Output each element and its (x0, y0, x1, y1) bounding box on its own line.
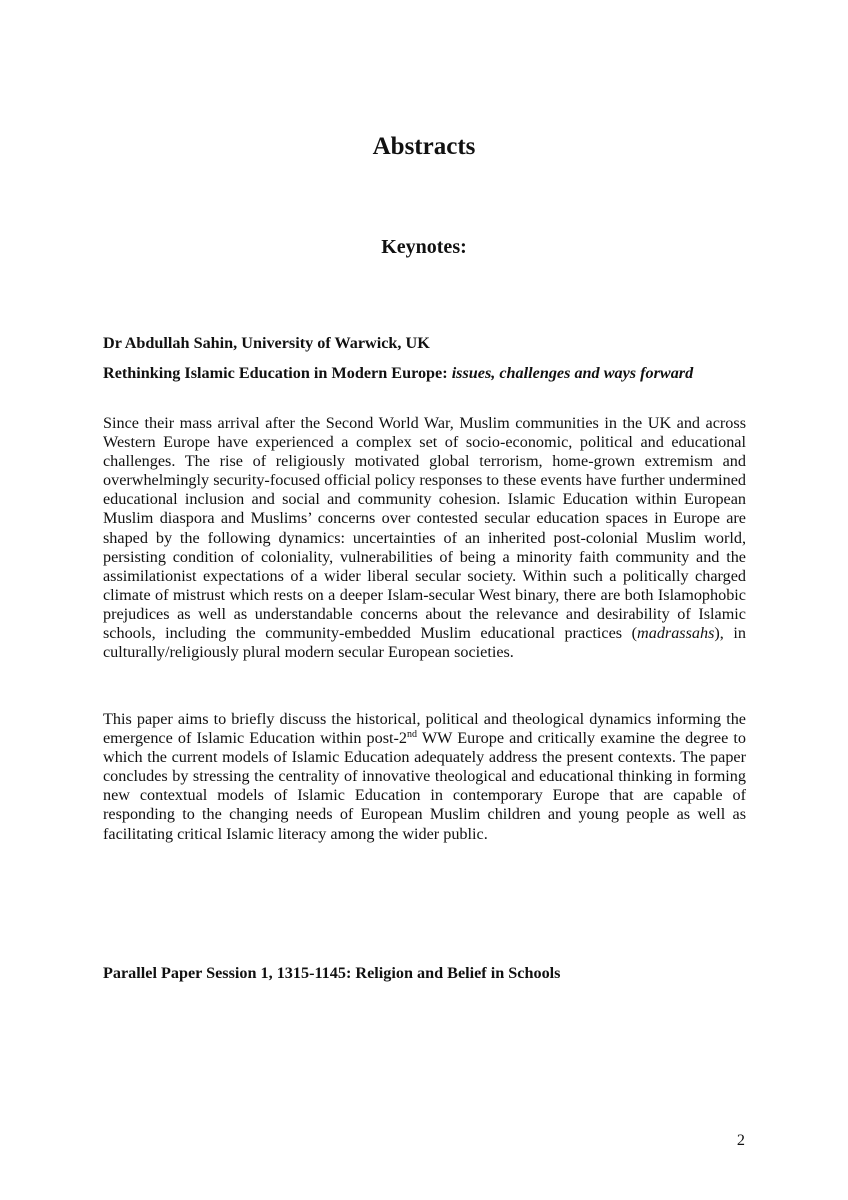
author-line: Dr Abdullah Sahin, University of Warwick, UK (103, 334, 430, 352)
paper-title-italic: issues, challenges and ways forward (451, 364, 694, 382)
paragraph-1-text-b: ), in culturally/religiously plural modern secular European societies. (103, 624, 746, 662)
paper-title (103, 363, 693, 383)
paragraph-2-text-a: This paper aims to briefly discuss the historical, political and theological dynamics informing the emergence of Islamic Education within post-2 (103, 710, 746, 748)
section-heading-keynotes: Keynotes: (381, 236, 467, 258)
paragraph-2-text-b: WW Europe and critically examine the degree to which the current models of Islamic Education adequately address the present contexts. The paper concludes by stressing the centrality of innovative theological and educational thinking in forming new contextual models of Islamic Education in contemporary Europe that are capable of responding to the changing needs of European Muslim children and young people as well as facilitating critical Islamic literacy among the wider public. (103, 729, 746, 843)
paper-title-main: Rethinking Islamic Education in Modern Europe: (103, 364, 448, 382)
page-number: 2 (736, 1131, 745, 1149)
ordinal-superscript: nd (407, 729, 418, 741)
paragraph-1-text-a: Since their mass arrival after the Second World War, Muslim communities in the UK and across Western Europe have experienced a complex set of socio-economic, political and educational challenges. The rise of religiously motivated global terrorism, home-grown extremism and overwhelmingly security-focused official policy responses to these events have further undermined educational inclusion and social and community cohesion. Islamic Education within European Muslim diaspora and Muslims’ concerns over contested secular education spaces in Europe are shaped by the following dynamics: uncertainties of an inherited post-colonial Muslim world, persisting condition of coloniality, vulnerabilities of being a minority faith community and the assimilationist expectations of a wider liberal secular society. Within such a politically charged climate of mistrust which rests on a deeper Islam-secular West binary, there are both Islamophobic prejudices as well as understandable concerns about the relevance and desirability of Islamic schools, including the community-embedded Muslim educational practices ( (103, 414, 746, 643)
abstract-paragraph-1 (103, 414, 746, 662)
abstract-paragraph-2 (103, 710, 746, 844)
session-heading: Parallel Paper Session 1, 1315-1145: Religion and Belief in Schools (103, 964, 561, 982)
page-title: Abstracts (372, 133, 476, 160)
paragraph-1-italic-term: madrassahs (637, 624, 715, 643)
